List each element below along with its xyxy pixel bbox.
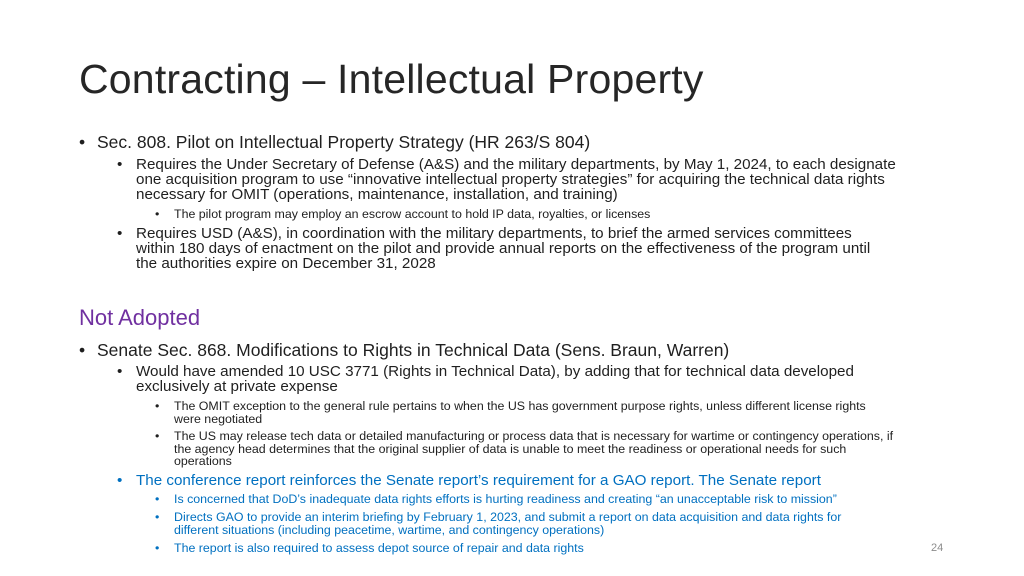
bullet-item-sec-808 xyxy=(79,132,590,152)
bullet-text-line: the agency head determines that the original supplier of data is unable to meet the readiness or operational needs for such xyxy=(174,441,847,456)
slide-title: Contracting – Intellectual Property xyxy=(79,56,704,102)
bullet-text: The conference report reinforces the Senate report’s requirement for a GAO report. The Senate report xyxy=(136,472,821,489)
sub-bullet-amended-usc xyxy=(117,364,854,394)
bullet-icon: • xyxy=(155,510,160,524)
sub-bullet-conference-report xyxy=(117,473,821,488)
bullet-text-line: within 180 days of enactment on the pilot and provide annual reports on the effectiveness of the program until xyxy=(136,240,871,257)
sub-sub-bullet-readiness-concern xyxy=(155,493,837,506)
bullet-icon: • xyxy=(155,541,160,555)
bullet-text-line: Directs GAO to provide an interim briefing by February 1, 2023, and submit a report on data acquisition and data rights for xyxy=(174,510,842,524)
bullet-icon: • xyxy=(155,207,160,221)
bullet-text: Senate Sec. 868. Modifications to Rights in Technical Data (Sens. Braun, Warren) xyxy=(97,340,730,360)
bullet-text-line: were negotiated xyxy=(174,411,263,426)
not-adopted-heading: Not Adopted xyxy=(79,305,201,330)
bullet-text-line: The US may release tech data or detailed manufacturing or process data that is necessary for wartime or contingency operations, if xyxy=(174,429,894,443)
sub-bullet-brief-committees xyxy=(117,226,870,271)
bullet-icon: • xyxy=(79,132,86,152)
bullet-icon: • xyxy=(155,492,160,506)
bullet-text-line: Would have amended 10 USC 3771 (Rights in Technical Data), by adding that for technical data developed xyxy=(136,363,854,380)
bullet-text: Sec. 808. Pilot on Intellectual Property Strategy (HR 263/S 804) xyxy=(97,132,591,152)
bullet-text-line: operations xyxy=(174,454,232,468)
sub-sub-bullet-gao-briefing xyxy=(155,511,841,536)
sub-sub-bullet-escrow xyxy=(155,208,650,221)
bullet-text-line: Requires the Under Secretary of Defense (A&S) and the military departments, by May 1, 2024, to each designate xyxy=(136,156,896,173)
bullet-icon: • xyxy=(79,340,86,360)
bullet-text: The pilot program may employ an escrow account to hold IP data, royalties, or licenses xyxy=(174,207,651,221)
bullet-text-line: different situations (including peacetime, wartime, and contingency operations) xyxy=(174,522,605,537)
bullet-text-line: The OMIT exception to the general rule pertains to when the US has government purpose rights, unless different license rights xyxy=(174,399,866,413)
bullet-icon: • xyxy=(155,399,160,413)
bullet-text-line: the authorities expire on December 31, 2028 xyxy=(136,255,436,272)
sub-sub-bullet-depot-repair xyxy=(155,542,584,555)
bullet-text: Is concerned that DoD’s inadequate data rights efforts is hurting readiness and creating “an unacceptable risk to mission” xyxy=(174,492,837,506)
bullet-icon: • xyxy=(155,429,160,443)
bullet-icon: • xyxy=(117,225,123,242)
bullet-icon: • xyxy=(117,472,123,489)
sub-bullet-requires-usd xyxy=(117,157,896,202)
bullet-text-line: Requires USD (A&S), in coordination with the military departments, to brief the armed services committees xyxy=(136,225,852,242)
bullet-icon: • xyxy=(117,156,123,173)
bullet-text: The report is also required to assess depot source of repair and data rights xyxy=(174,541,584,555)
sub-sub-bullet-release-tech-data xyxy=(155,430,893,468)
sub-sub-bullet-omit-exception xyxy=(155,400,866,425)
bullet-text-line: necessary for OMIT (operations, maintenance, installation, and training) xyxy=(136,186,618,203)
bullet-text-line: one acquisition program to use “innovative intellectual property strategies” for acquiring the technical data rights xyxy=(136,171,885,188)
bullet-icon: • xyxy=(117,363,123,380)
bullet-text-line: exclusively at private expense xyxy=(136,378,338,395)
bullet-item-senate-868 xyxy=(79,340,729,360)
page-number: 24 xyxy=(931,542,944,554)
